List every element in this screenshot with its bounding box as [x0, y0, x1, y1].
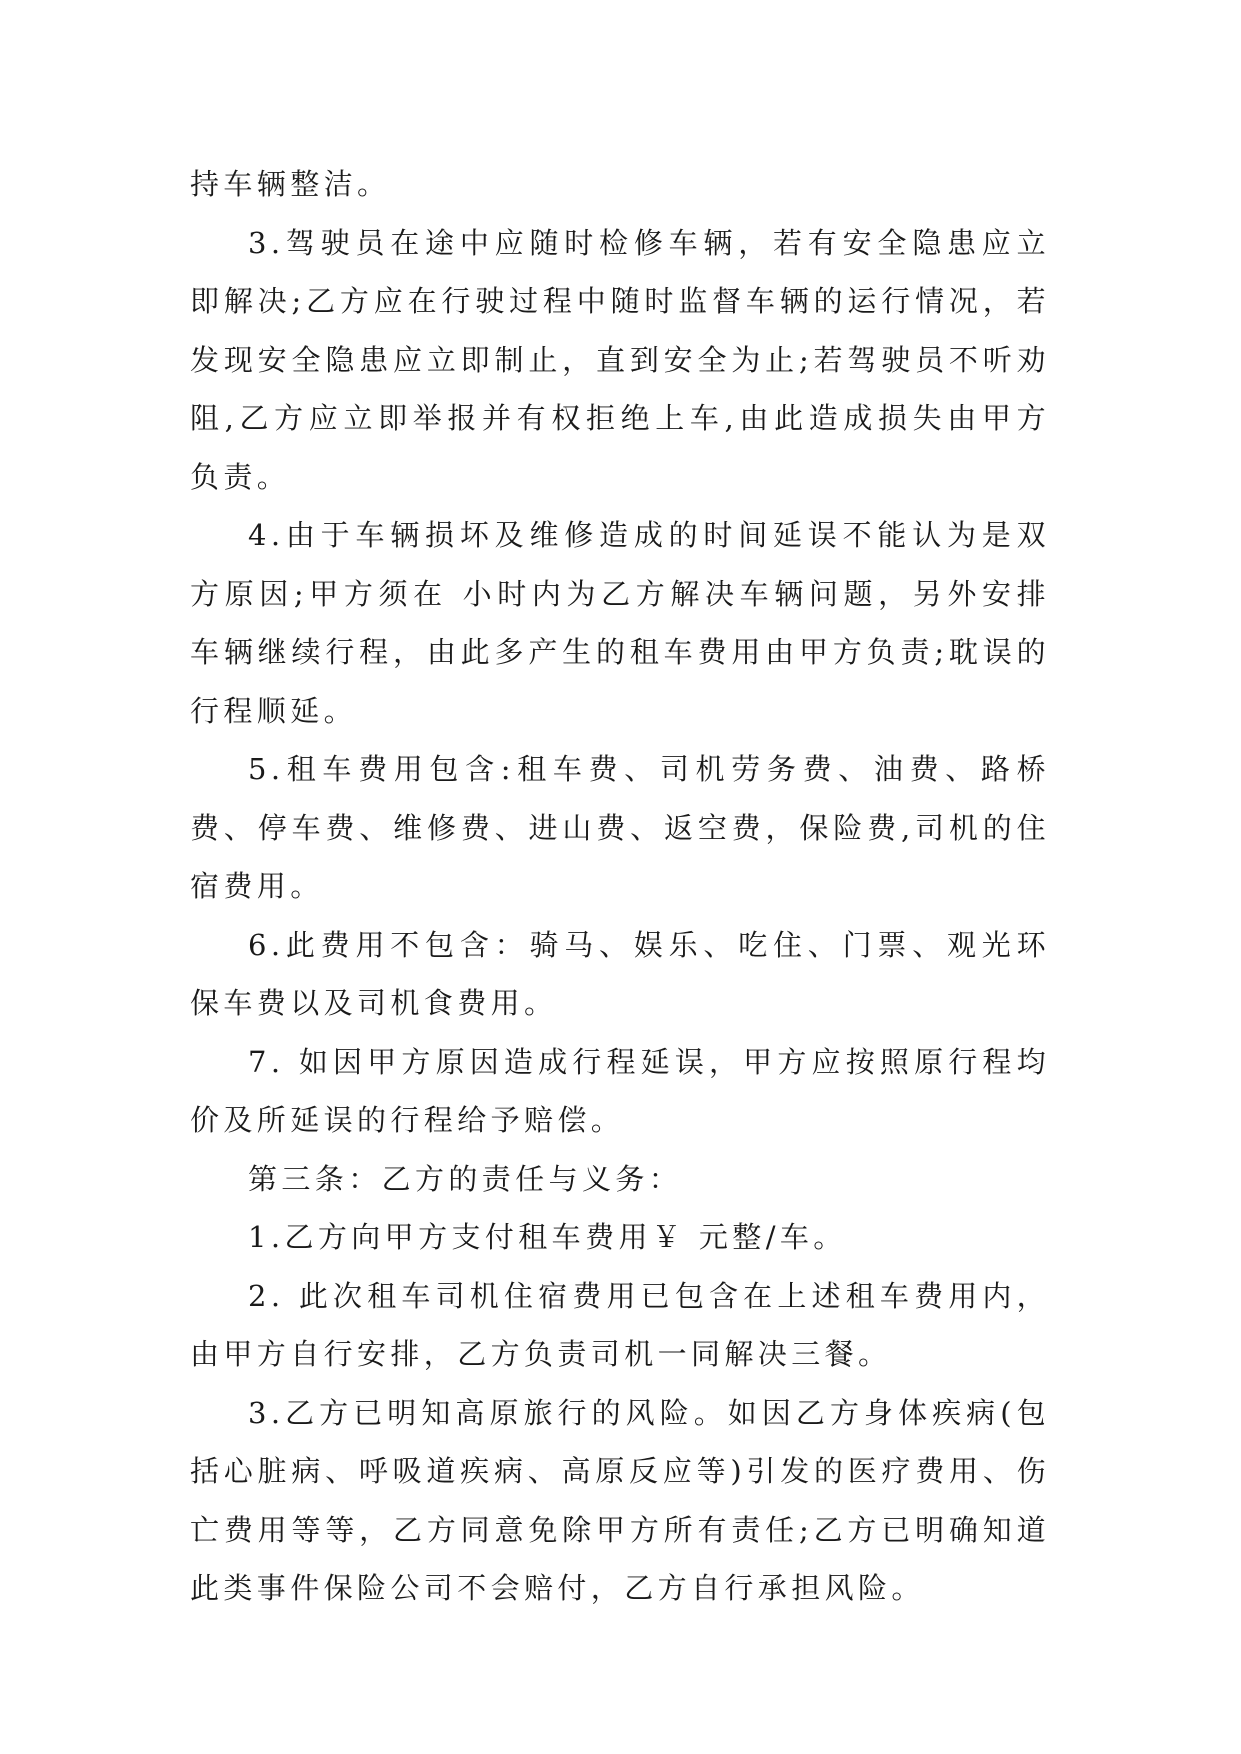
paragraph-party-b-3-altitude-risk: 3.乙方已明知高原旅行的风险。如因乙方身体疾病(包括心脏病、呼吸道疾病、高原反应等)引发的医疗费用、伤亡费用等等，乙方同意免除甲方所有责任;乙方已明确知道此类事件保险公司不会赔付，乙方自行承担风险。 [190, 1395, 1050, 1605]
paragraph-clause-6-fees-excluded: 6.此费用不包含：骑马、娱乐、吃住、门票、观光环保车费以及司机食费用。 [190, 927, 1050, 1020]
paragraph-clause-5-fees-included: 5.租车费用包含:租车费、司机劳务费、油费、路桥费、停车费、维修费、进山费、返空费，保险费,司机的住宿费用。 [190, 752, 1050, 903]
paragraph-clause-3-driver-inspection: 3.驾驶员在途中应随时检修车辆，若有安全隐患应立即解决;乙方应在行驶过程中随时监督车辆的运行情况，若发现安全隐患应立即制止，直到安全为止;若驾驶员不听劝阻,乙方应立即举报并有权拒绝上车,由此造成损失由甲方负责。 [190, 225, 1050, 494]
paragraph-party-b-2-lodging: 2. 此次租车司机住宿费用已包含在上述租车费用内，由甲方自行安排，乙方负责司机一同解决三餐。 [190, 1278, 1050, 1371]
document-body [190, 155, 1050, 1618]
paragraph-clause-7-delay-compensation: 7. 如因甲方原因造成行程延误，甲方应按照原行程均价及所延误的行程给予赔偿。 [190, 1044, 1050, 1137]
paragraph-party-b-1-payment: 1.乙方向甲方支付租车费用￥ 元整/车。 [248, 1220, 847, 1254]
paragraph-continuation: 持车辆整洁。 [190, 167, 391, 201]
paragraph-clause-4-vehicle-damage: 4.由于车辆损坏及维修造成的时间延误不能认为是双方原因;甲方须在 小时内为乙方解决车辆问题，另外安排车辆继续行程，由此多产生的租车费用由甲方负责;耽误的行程顺延。 [190, 518, 1050, 728]
section-heading-article-3: 第三条：乙方的责任与义务： [248, 1161, 683, 1196]
